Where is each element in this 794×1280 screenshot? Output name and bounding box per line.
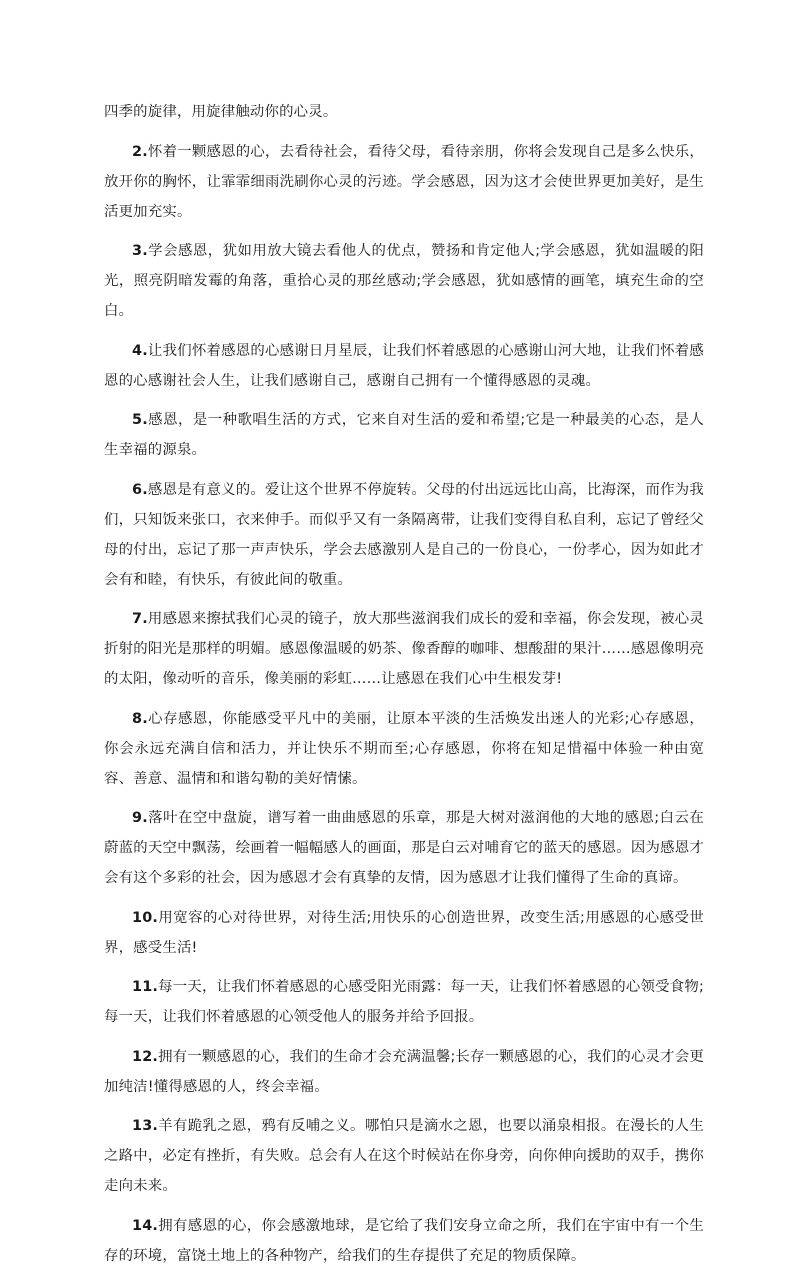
paragraph-1 [104,97,704,127]
paragraph-6 [104,475,704,595]
paragraph-4 [104,336,704,396]
paragraph-number: 11. [132,979,159,995]
paragraph-text: 感恩，是一种歌唱生活的方式，它来自对生活的爱和希望;它是一种最美的心态，是人生幸福的源泉。 [104,412,704,458]
paragraph-14 [104,1211,704,1271]
paragraph-text: 学会感恩，犹如用放大镜去看他人的优点，赞扬和肯定他人;学会感恩，犹如温暖的阳光，照亮阴暗发霉的角落，重拾心灵的那丝感动;学会感恩，犹如感情的画笔，填充生命的空白。 [104,243,704,319]
document-body [104,97,704,1280]
paragraph-number: 4. [132,342,148,359]
paragraph-text: 感恩是有意义的。爱让这个世界不停旋转。父母的付出远远比山高，比海深，而作为我们，只知饭来张口，衣来伸手。而似乎又有一条隔离带，让我们变得自私自利，忘记了曾经父母的付出，忘记了那一声声快乐，学会去感激别人是自己的一份良心，一份孝心，因为如此才会有和睦，有快乐，有彼此间的敬重。 [104,481,704,588]
paragraph-text: 落叶在空中盘旋，谱写着一曲曲感恩的乐章，那是大树对滋润他的大地的感恩;白云在蔚蓝的天空中飘荡，绘画着一幅幅感人的画面，那是白云对哺育它的蓝天的感恩。因为感恩才会有这个多彩的社会，因为感恩才会有真挚的友情，因为感恩才让我们懂得了生命的真谛。 [104,810,704,886]
paragraph-2 [104,137,704,227]
paragraph-10 [104,903,704,963]
paragraph-number: 14. [132,1217,159,1234]
paragraph-number: 9. [132,810,148,826]
paragraph-8 [104,704,704,794]
paragraph-text: 怀着一颗感恩的心，去看待社会，看待父母，看待亲朋，你将会发现自己是多么快乐，放开你的胸怀，让霏霏细雨洗刷你心灵的污迹。学会感恩，因为这才会使世界更加美好，是生活更加充实。 [104,143,704,220]
paragraph-number: 8. [132,710,148,727]
paragraph-text: 四季的旋律，用旋律触动你的心灵。 [104,104,338,120]
paragraph-text: 拥有感恩的心，你会感激地球，是它给了我们安身立命之所，我们在宇宙中有一个生存的环境，富饶土地上的各种物产，给我们的生存提供了充足的物质保障。 [104,1217,704,1264]
paragraph-11 [104,972,704,1032]
paragraph-5 [104,405,704,465]
paragraph-7 [104,604,704,694]
paragraph-number: 12. [132,1048,159,1065]
paragraph-number: 10. [132,909,159,926]
paragraph-text: 用宽容的心对待世界，对待生活;用快乐的心创造世界，改变生活;用感恩的心感受世界，感受生活! [104,909,704,956]
paragraph-text: 心存感恩，你能感受平凡中的美丽，让原本平淡的生活焕发出迷人的光彩;心存感恩，你会永远充满自信和活力，并让快乐不期而至;心存感恩，你将在知足惜福中体验一种由宽容、善意、温情和和谐勾勒的美好情愫。 [104,710,704,787]
paragraph-text: 用感恩来擦拭我们心灵的镜子，放大那些滋润我们成长的爱和幸福，你会发现，被心灵折射的阳光是那样的明媚。感恩像温暖的奶茶、像香醇的咖啡、想酸甜的果汁……感恩像明亮的太阳，像动听的音乐，像美丽的彩虹……让感恩在我们心中生根发芽! [104,611,704,687]
paragraph-3 [104,236,704,326]
paragraph-text: 让我们怀着感恩的心感谢日月星辰，让我们怀着感恩的心感谢山河大地，让我们怀着感恩的心感谢社会人生，让我们感谢自己，感谢自己拥有一个懂得感恩的灵魂。 [104,342,704,389]
paragraph-number: 6. [132,481,148,498]
paragraph-9 [104,803,704,893]
paragraph-number: 7. [132,611,148,627]
paragraph-number: 3. [132,243,148,259]
paragraph-text: 每一天，让我们怀着感恩的心感受阳光雨露：每一天，让我们怀着感恩的心领受食物;每一天，让我们怀着感恩的心领受他人的服务并给予回报。 [104,979,704,1025]
paragraph-number: 5. [132,412,148,428]
paragraph-text: 羊有跪乳之恩，鸦有反哺之义。哪怕只是滴水之恩，也要以涌泉相报。在漫长的人生之路中，必定有挫折，有失败。总会有人在这个时候站在你身旁，向你伸向援助的双手，携你走向未来。 [104,1118,704,1194]
paragraph-13 [104,1111,704,1201]
paragraph-text: 拥有一颗感恩的心，我们的生命才会充满温馨;长存一颗感恩的心，我们的心灵才会更加纯洁!懂得感恩的人，终会幸福。 [104,1048,704,1095]
paragraph-number: 13. [132,1118,159,1134]
paragraph-12 [104,1042,704,1102]
paragraph-number: 2. [132,143,148,160]
